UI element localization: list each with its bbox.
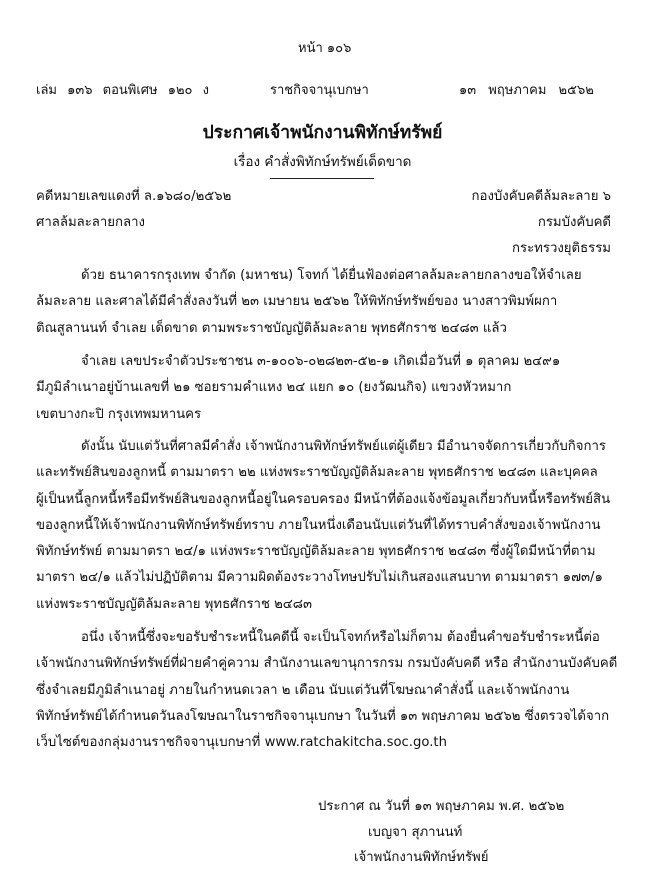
paragraph-line: แห่งพระราชบัญญัติล้มละลาย พุทธศักราช ๒๔๘๓ bbox=[36, 596, 312, 612]
paragraph-line: ดังนั้น นับแต่วันที่ศาลมีคำสั่ง เจ้าพนักงานพิทักษ์ทรัพย์แต่ผู้เดียว มีอำนาจจัดการเกี่ยวกับกิจการ bbox=[81, 439, 606, 454]
paragraph-line: เว็บไซต์ของกลุ่มงานราชกิจจานุเบกษาที่ www.ratchakitcha.soc.go.th bbox=[36, 735, 447, 751]
gazette-date: ๑๓ พฤษภาคม ๒๕๖๒ bbox=[459, 83, 594, 98]
office-line-3: กระทรวงยุติธรรม bbox=[512, 241, 611, 256]
paragraph-line: ผู้เป็นหนี้ลูกหนี้หรือมีทรัพย์สินของลูกหนี้อยู่ในครอบครอง มีหน้าที่ต้องแจ้งข้อมูลเกี่ยวกับหนี้หรือทรัพย์สิน bbox=[36, 491, 611, 507]
case-number: คดีหมายเลขแดงที่ ล.๑๖๘๐/๒๕๖๒ bbox=[36, 189, 232, 204]
paragraph-petition bbox=[36, 263, 582, 342]
paragraph-line: มีภูมิลำเนาอยู่บ้านเลขที่ ๒๑ ซอยรามคำแหง ๒๔ แยก ๑๐ (ยงวัฒนกิจ) แขวงหัวหมาก bbox=[36, 380, 512, 396]
paragraph-line: เจ้าพนักงานพิทักษ์ทรัพย์ที่ฝ่ายคำคู่ความ สำนักงานเลขานุการกรม กรมบังคับคดี หรือ สำนักงานบังคับคดี bbox=[36, 656, 618, 672]
gazette-name: ราชกิจจานุเบกษา bbox=[270, 83, 369, 98]
paragraph-defendant bbox=[36, 349, 560, 428]
paragraph-line: จำเลย เลขประจำตัวประชาชน ๓-๑๐๐๖-๐๒๘๒๓-๕๒-๑ เกิดเมื่อวันที่ ๑ ตุลาคม ๒๔๙๑ bbox=[81, 354, 561, 369]
gazette-volume: เล่ม ๑๓๖ ตอนพิเศษ ๑๒๐ ง bbox=[36, 83, 209, 98]
page-title: ประกาศเจ้าพนักงานพิทักษ์ทรัพย์ bbox=[202, 123, 443, 143]
office-line-2: กรมบังคับคดี bbox=[537, 215, 611, 230]
paragraph-line: เขตบางกะปิ กรุงเทพมหานคร bbox=[36, 406, 202, 422]
announcement-date: ประกาศ ณ วันที่ ๑๓ พฤษภาคม พ.ศ. ๒๕๖๒ bbox=[318, 799, 565, 814]
paragraph-line: ด้วย ธนาคารกรุงเทพ จำกัด (มหาชน) โจทก์ ได้ยื่นฟ้องต่อศาลล้มละลายกลางขอให้จำเลย bbox=[81, 268, 582, 283]
title-divider bbox=[270, 178, 374, 179]
paragraph-line: พิทักษ์ทรัพย์ได้กำหนดวันลงโฆษณาในราชกิจจานุเบกษา ในวันที่ ๑๓ พฤษภาคม ๒๕๖๒ ซึ่งตรวจได้จาก bbox=[36, 708, 610, 724]
subject-line: เรื่อง คำสั่งพิทักษ์ทรัพย์เด็ดขาด bbox=[233, 154, 412, 170]
paragraph-creditors bbox=[36, 625, 617, 756]
paragraph-line: อนึ่ง เจ้าหนี้ซึ่งจะขอรับชำระหนี้ในคดีนี้ จะเป็นโจทก์หรือไม่ก็ตาม ต้องยื่นคำขอรับชำระหนี้ต่อ bbox=[81, 630, 600, 645]
paragraph-line: ของลูกหนี้ให้เจ้าพนักงานพิทักษ์ทรัพย์ทราบ ภายในหนึ่งเดือนนับแต่วันที่ได้ทราบคำสั่งของเจ้าพนักงาน bbox=[36, 517, 601, 533]
paragraph-authority bbox=[36, 434, 610, 618]
court-name: ศาลล้มละลายกลาง bbox=[36, 215, 145, 230]
paragraph-line: ล้มละลาย และศาลได้มีคำสั่งลงวันที่ ๒๓ เมษายน ๒๕๖๒ ให้พิทักษ์ทรัพย์ของ นางสาวพิมพ์ผกา bbox=[36, 294, 558, 310]
office-line-1: กองบังคับคดีล้มละลาย ๖ bbox=[471, 189, 611, 204]
paragraph-line: ติณสูลานนท์ จำเลย เด็ดขาด ตามพระราชบัญญัติล้มละลาย พุทธศักราช ๒๔๘๓ แล้ว bbox=[36, 320, 507, 336]
paragraph-line: และทรัพย์สินของลูกหนี้ ตามมาตรา ๒๒ แห่งพระราชบัญญัติล้มละลาย พุทธศักราช ๒๔๘๓ และบุคคล bbox=[36, 465, 598, 481]
paragraph-line: มาตรา ๒๔/๑ แล้วไม่ปฏิบัติตาม มีความผิดต้องระวางโทษปรับไม่เกินสองแสนบาท ตามมาตรา ๑๗๓/๑ bbox=[36, 570, 603, 586]
page-number: หน้า ๑๐๖ bbox=[298, 41, 352, 56]
paragraph-line: พิทักษ์ทรัพย์ ตามมาตรา ๒๔/๑ แห่งพระราชบัญญัติล้มละลาย พุทธศักราช ๒๔๘๓ ซึ่งผู้ใดมีหน้าที่ตาม bbox=[36, 544, 596, 560]
signatory-position: เจ้าพนักงานพิทักษ์ทรัพย์ bbox=[354, 850, 489, 865]
paragraph-line: ซึ่งจำเลยมีภูมิลำเนาอยู่ ภายในกำหนดเวลา ๒ เดือน นับแต่วันที่โฆษณาคำสั่งนี้ และเจ้าพนักงาน bbox=[36, 682, 570, 698]
signatory-name: เบญจา สุภานนท์ bbox=[368, 825, 463, 840]
